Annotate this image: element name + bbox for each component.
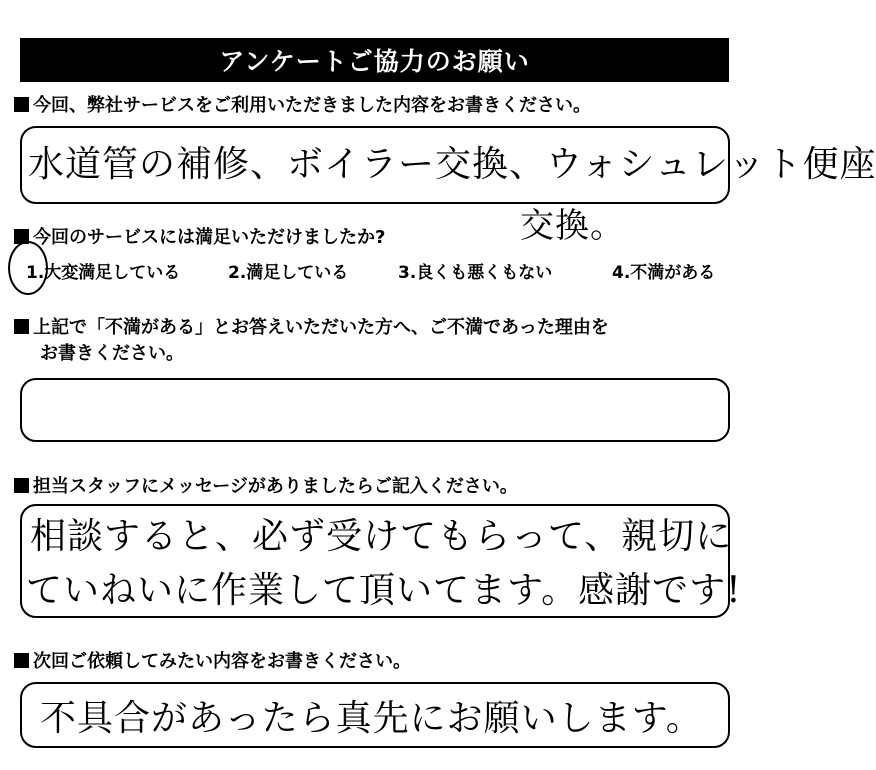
question-4-text: 担当スタッフにメッセージがありましたらご記入ください。 [33, 476, 518, 497]
square-bullet-icon [14, 97, 29, 112]
option-very-satisfied[interactable]: 1.大変満足している [26, 263, 181, 283]
question-2-label [14, 226, 385, 250]
question-1-answer-line-1: 水道管の補修、ボイラー交換、ウォシュレット便座 [28, 144, 876, 185]
question-5-text: 次回ご依頼してみたい内容をお書きください。 [33, 651, 411, 672]
question-2-options [14, 256, 734, 284]
question-1-text: 今回、弊社サービスをご利用いただきました内容をお書きください。 [33, 95, 591, 116]
question-1-answer-line-2: 交換。 [520, 206, 625, 246]
square-bullet-icon [14, 319, 29, 334]
square-bullet-icon [14, 653, 29, 668]
question-3-label [14, 316, 609, 340]
square-bullet-icon [14, 478, 29, 493]
question-5-answer: 不具合があったら真先にお願いします。 [40, 698, 703, 739]
option-satisfied[interactable]: 2.満足している [228, 263, 349, 283]
question-1-label [14, 94, 591, 118]
survey-title: アンケートご協力のお願い [20, 38, 729, 82]
question-3-label-line-2: お書きください。 [40, 343, 184, 364]
option-neutral[interactable]: 3.良くも悪くもない [398, 263, 553, 283]
question-4-label [14, 475, 518, 499]
question-4-answer-line-1: 相談すると、必ず受けてもらって、親切に [30, 516, 733, 557]
question-5-label [14, 650, 411, 674]
option-dissatisfied[interactable]: 4.不満がある [612, 263, 716, 283]
question-3-answer-box[interactable] [20, 378, 730, 442]
selected-option-circle [8, 241, 48, 295]
question-2-text: 今回のサービスには満足いただけましたか? [33, 227, 386, 248]
question-4-answer-line-2: ていねいに作業して頂いてます。感謝です! [26, 570, 742, 611]
question-3-text-line-1: 上記で「不満がある」とお答えいただいた方へ、ご不満であった理由を [33, 317, 609, 338]
